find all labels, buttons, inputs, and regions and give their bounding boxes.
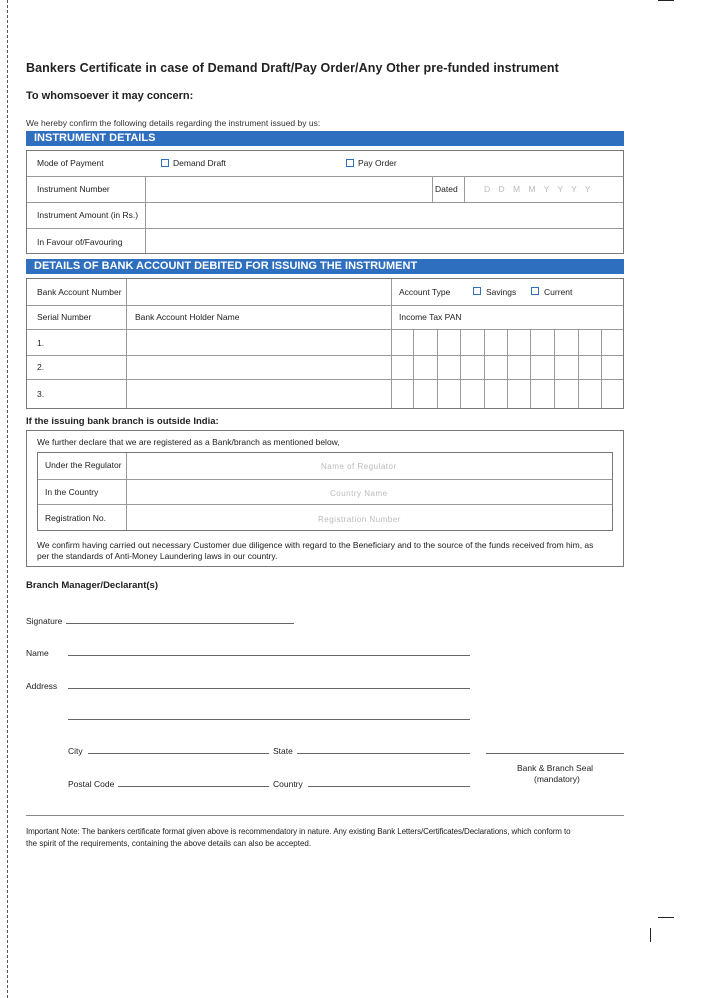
country-declarant-label: Country (273, 779, 303, 789)
bank-account-number-field[interactable] (127, 279, 389, 304)
instrument-amount-label: Instrument Amount (in Rs.) (37, 210, 139, 220)
in-favour-field[interactable] (146, 228, 622, 253)
city-label: City (68, 746, 83, 756)
dated-label: Dated (435, 184, 458, 194)
demand-draft-label: Demand Draft (173, 158, 226, 168)
important-note-line-2: the spirit of the requirements, containing the above details can also be accepted. (26, 839, 312, 848)
country-declarant-field[interactable] (308, 786, 470, 787)
savings-label: Savings (486, 287, 517, 297)
pay-order-checkbox[interactable] (346, 159, 354, 167)
pay-order-label: Pay Order (358, 158, 397, 168)
registration-label: Registration No. (45, 513, 106, 523)
salutation: To whomsoever it may concern: (26, 90, 194, 102)
registration-field[interactable]: Registration Number (318, 515, 401, 524)
savings-checkbox[interactable] (473, 287, 481, 295)
outside-india-heading: If the issuing bank branch is outside India: (26, 416, 219, 427)
crop-mark (658, 917, 674, 918)
important-note-line-1: Important Note: The bankers certificate format given above is recommendatory in nature. Any existing Bank Letters/Certificates/Declarations, which conform to (26, 827, 571, 836)
note-divider (26, 815, 624, 816)
current-checkbox[interactable] (531, 287, 539, 295)
crop-mark (650, 928, 651, 942)
serial-row-3: 3. (37, 389, 45, 399)
account-type-label: Account Type (399, 287, 451, 297)
seal-line (486, 753, 624, 754)
serial-row-1: 1. (37, 338, 45, 348)
pan-label: Income Tax PAN (399, 312, 462, 322)
confirm-text-line-2: per the standards of Anti-Money Laundering laws in our country. (37, 551, 278, 561)
name-field[interactable] (68, 655, 470, 656)
confirm-text-line-1: We confirm having carried out necessary Customer due diligence with regard to the Beneficiary and to the source of the funds received from him, as (37, 540, 594, 550)
intro-text: We hereby confirm the following details regarding the instrument issued by us: (26, 118, 321, 128)
in-favour-label: In Favour of/Favouring (37, 237, 123, 247)
postal-code-field[interactable] (118, 786, 269, 787)
country-label: In the Country (45, 487, 99, 497)
form-title: Bankers Certificate in case of Demand Draft/Pay Order/Any Other pre-funded instrument (26, 61, 559, 75)
signature-field[interactable] (66, 623, 294, 624)
instrument-details-header: INSTRUMENT DETAILS (26, 131, 624, 146)
postal-code-label: Postal Code (68, 779, 115, 789)
bank-account-header: DETAILS OF BANK ACCOUNT DEBITED FOR ISSUING THE INSTRUMENT (26, 259, 624, 274)
current-label: Current (544, 287, 573, 297)
signature-label: Signature (26, 616, 63, 626)
address-label: Address (26, 681, 58, 691)
address-field-line-1[interactable] (68, 688, 470, 689)
state-label: State (273, 746, 293, 756)
instrument-amount-field[interactable] (146, 202, 622, 227)
seal-label: Bank & Branch Seal (517, 763, 594, 773)
date-field[interactable]: D D M M Y Y Y Y (484, 184, 594, 194)
address-field-line-2[interactable] (68, 719, 470, 720)
declare-text: We further declare that we are registered as a Bank/branch as mentioned below, (37, 437, 340, 447)
bank-account-number-label: Bank Account Number (37, 287, 122, 297)
regulator-field[interactable]: Name of Regulator (321, 462, 397, 471)
seal-mandatory-label: (mandatory) (534, 774, 580, 784)
declarant-heading: Branch Manager/Declarant(s) (26, 580, 158, 591)
instrument-number-label: Instrument Number (37, 184, 110, 194)
state-field[interactable] (297, 753, 470, 754)
regulator-label: Under the Regulator (45, 460, 122, 470)
demand-draft-checkbox[interactable] (161, 159, 169, 167)
crop-mark (658, 0, 674, 1)
instrument-number-field[interactable] (146, 176, 431, 201)
cut-line (7, 0, 8, 998)
account-holder-label: Bank Account Holder Name (135, 312, 240, 322)
mode-of-payment-label: Mode of Payment (37, 158, 104, 168)
country-field[interactable]: Country Name (330, 489, 388, 498)
city-field[interactable] (88, 753, 269, 754)
serial-number-label: Serial Number (37, 312, 92, 322)
serial-row-2: 2. (37, 362, 45, 372)
name-label: Name (26, 648, 49, 658)
